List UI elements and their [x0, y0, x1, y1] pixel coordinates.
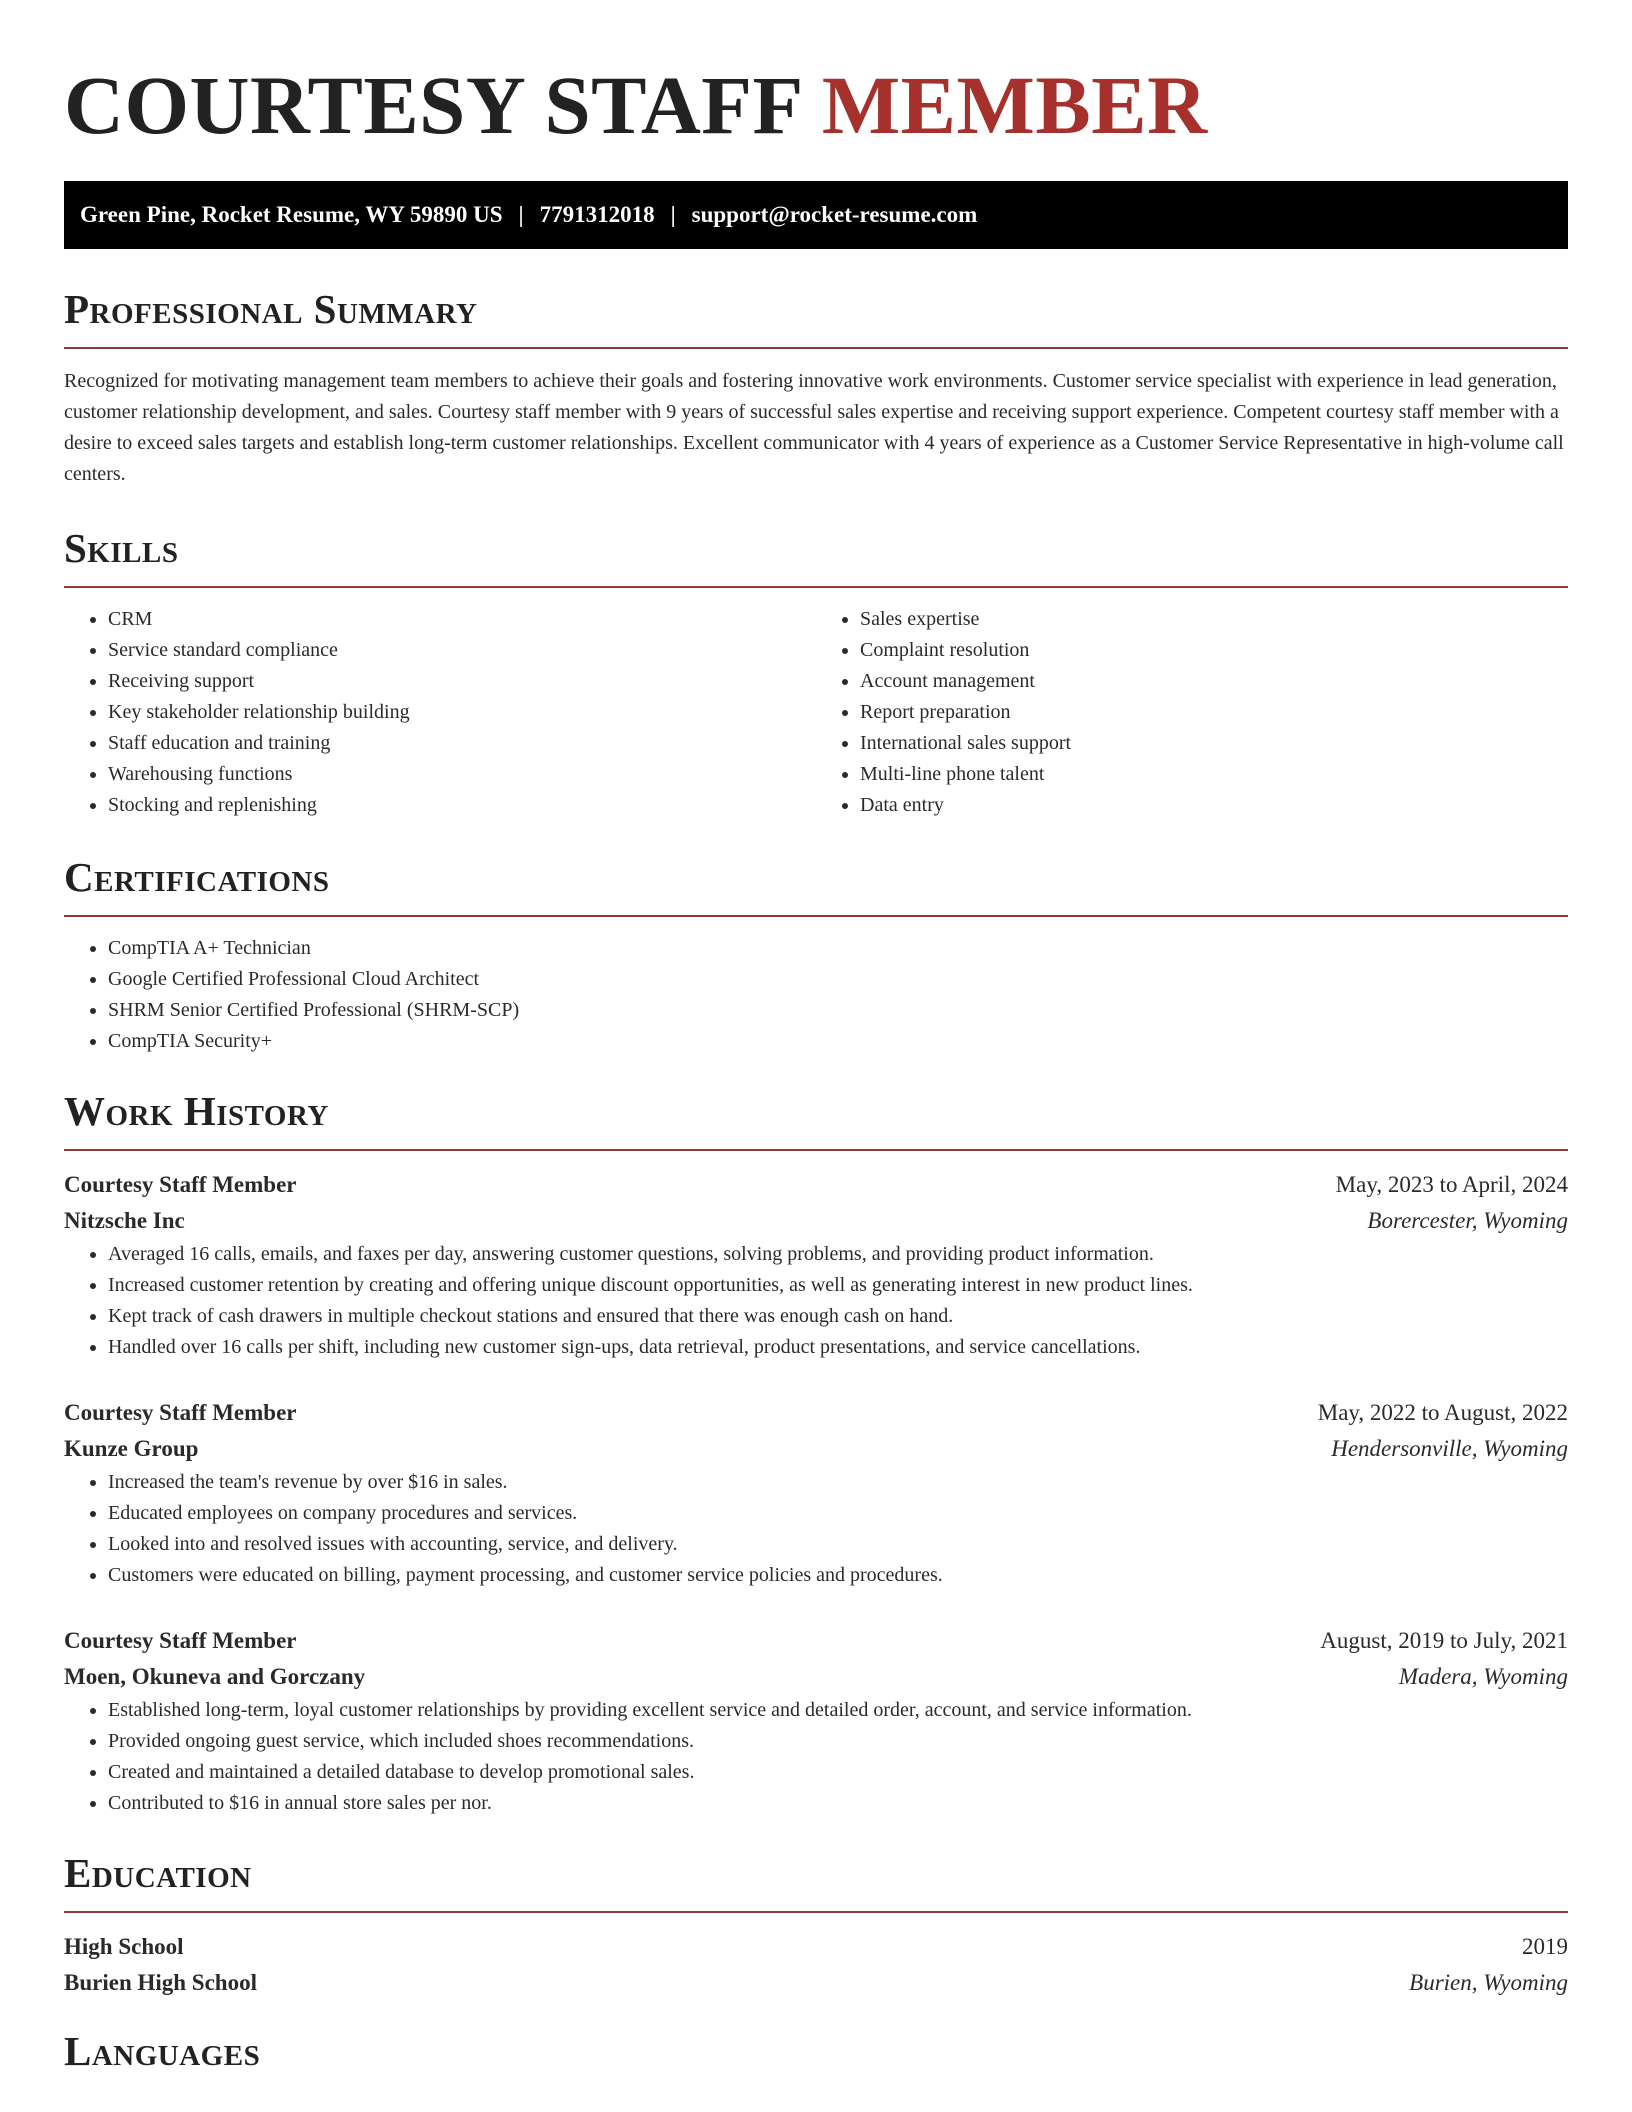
job-subheader: [64, 1659, 1568, 1695]
skills-list-right: [816, 604, 1568, 821]
job-location: Hendersonville, Wyoming: [1331, 1436, 1568, 1461]
job-bullets: [64, 1467, 1568, 1591]
education-year: 2019: [1522, 1934, 1568, 1959]
skill-item: • Key stakeholder relationship building: [108, 697, 816, 728]
skills-list-left: [64, 604, 816, 821]
skill-item: • Sales expertise: [860, 604, 1568, 635]
job-bullets: [64, 1695, 1568, 1819]
job-bullet: • Increased customer retention by creating and offering unique discount opportunities, as well as generating interest in new product lines.: [108, 1270, 1568, 1301]
job-location: Borercester, Wyoming: [1367, 1208, 1568, 1233]
skill-item: • Warehousing functions: [108, 759, 816, 790]
job-bullet: • Averaged 16 calls, emails, and faxes per day, answering customer questions, solving problems, and providing product information.: [108, 1239, 1568, 1270]
summary-section: [64, 286, 1568, 490]
job-dates: May, 2023 to April, 2024: [1335, 1172, 1568, 1197]
job-dates: August, 2019 to July, 2021: [1320, 1628, 1568, 1653]
job-dates: May, 2022 to August, 2022: [1317, 1400, 1568, 1425]
contact-email[interactable]: support@rocket-resume.com: [691, 202, 978, 227]
contact-address: Green Pine, Rocket Resume, WY 59890 US: [80, 202, 503, 227]
job-bullet: • Increased the team's revenue by over $16 in sales.: [108, 1467, 1568, 1498]
job-bullet: • Contributed to $16 in annual store sales per nor.: [108, 1788, 1568, 1819]
job-entry: [64, 1623, 1568, 1819]
skill-item: • Complaint resolution: [860, 635, 1568, 666]
job-header: [64, 1395, 1568, 1431]
certifications-list: [64, 933, 1568, 1057]
contact-bar: [64, 181, 1568, 249]
resume-name: [64, 59, 1568, 151]
job-bullet: • Looked into and resolved issues with accounting, service, and delivery.: [108, 1529, 1568, 1560]
section-title-education: Education: [64, 1850, 252, 1896]
contact-phone[interactable]: 7791312018: [539, 202, 655, 227]
job-bullet: • Provided ongoing guest service, which included shoes recommendations.: [108, 1726, 1568, 1757]
section-divider: [64, 347, 1568, 349]
job-entry: [64, 1395, 1568, 1591]
section-divider: [64, 1149, 1568, 1151]
certification-item: • SHRM Senior Certified Professional (SHRM-SCP): [108, 995, 1568, 1026]
job-role: Courtesy Staff Member: [64, 1400, 297, 1425]
certification-item: • CompTIA Security+: [108, 1026, 1568, 1057]
education-entry: [64, 1929, 1568, 2001]
section-title-summary: Professional Summary: [64, 286, 478, 332]
skill-item: • CRM: [108, 604, 816, 635]
job-bullet: • Educated employees on company procedures and services.: [108, 1498, 1568, 1529]
section-divider: [64, 915, 1568, 917]
education-location: Burien, Wyoming: [1409, 1970, 1568, 1995]
education-school: Burien High School: [64, 1970, 257, 1995]
name-accent: MEMBER: [821, 59, 1208, 151]
job-bullet: • Established long-term, loyal customer relationships by providing excellent service and detailed order, account, and service information.: [108, 1695, 1568, 1726]
job-subheader: [64, 1431, 1568, 1467]
education-section: [64, 1850, 1568, 2001]
job-role: Courtesy Staff Member: [64, 1172, 297, 1197]
section-title-languages: Languages: [64, 2028, 261, 2074]
certifications-section: [64, 854, 1568, 1057]
work-history-section: [64, 1088, 1568, 1819]
skill-item: • Service standard compliance: [108, 635, 816, 666]
section-title-work-history: Work History: [64, 1088, 329, 1134]
job-bullets: [64, 1239, 1568, 1363]
job-role: Courtesy Staff Member: [64, 1628, 297, 1653]
section-title-certifications: Certifications: [64, 854, 330, 900]
skill-item: • Multi-line phone talent: [860, 759, 1568, 790]
languages-section: [64, 2028, 1568, 2074]
job-entry: [64, 1167, 1568, 1363]
skill-item: • Report preparation: [860, 697, 1568, 728]
job-bullet: • Created and maintained a detailed database to develop promotional sales.: [108, 1757, 1568, 1788]
skill-item: • Stocking and replenishing: [108, 790, 816, 821]
summary-text: Recognized for motivating management team members to achieve their goals and fostering innovative work environments. Customer service specialist with experience in lead generation, customer relationship development, and sales. Courtesy staff member with 9 years of successful sales expertise and receiving support experience. Competent courtesy staff member with a desire to exceed sales targets and establish long-term customer relationships. Excellent communicator with 4 years of experience as a Customer Service Representative in high-volume call centers.: [64, 370, 1564, 485]
job-bullet: • Customers were educated on billing, payment processing, and customer service policies and procedures.: [108, 1560, 1568, 1591]
job-company: Nitzsche Inc: [64, 1208, 185, 1233]
education-subheader: [64, 1965, 1568, 2001]
skills-column-right: [816, 604, 1568, 821]
contact-separator: |: [670, 202, 676, 227]
skill-item: • Account management: [860, 666, 1568, 697]
job-subheader: [64, 1203, 1568, 1239]
job-bullet: • Kept track of cash drawers in multiple checkout stations and ensured that there was enough cash on hand.: [108, 1301, 1568, 1332]
skills-column-left: [64, 604, 816, 821]
skills-section: [64, 525, 1568, 821]
job-bullet: • Handled over 16 calls per shift, including new customer sign-ups, data retrieval, product presentations, and service cancellations.: [108, 1332, 1568, 1363]
name-main: COURTESY STAFF: [64, 59, 801, 151]
skill-item: • Data entry: [860, 790, 1568, 821]
education-degree: High School: [64, 1934, 184, 1959]
skills-grid: [64, 604, 1568, 821]
section-divider: [64, 586, 1568, 588]
job-header: [64, 1167, 1568, 1203]
education-header: [64, 1929, 1568, 1965]
job-company: Kunze Group: [64, 1436, 199, 1461]
certification-item: • CompTIA A+ Technician: [108, 933, 1568, 964]
skill-item: • Receiving support: [108, 666, 816, 697]
section-title-skills: Skills: [64, 525, 179, 571]
job-header: [64, 1623, 1568, 1659]
section-divider: [64, 1911, 1568, 1913]
skill-item: • Staff education and training: [108, 728, 816, 759]
job-location: Madera, Wyoming: [1398, 1664, 1568, 1689]
skill-item: • International sales support: [860, 728, 1568, 759]
job-company: Moen, Okuneva and Gorczany: [64, 1664, 366, 1689]
certification-item: • Google Certified Professional Cloud Architect: [108, 964, 1568, 995]
contact-separator: |: [518, 202, 524, 227]
